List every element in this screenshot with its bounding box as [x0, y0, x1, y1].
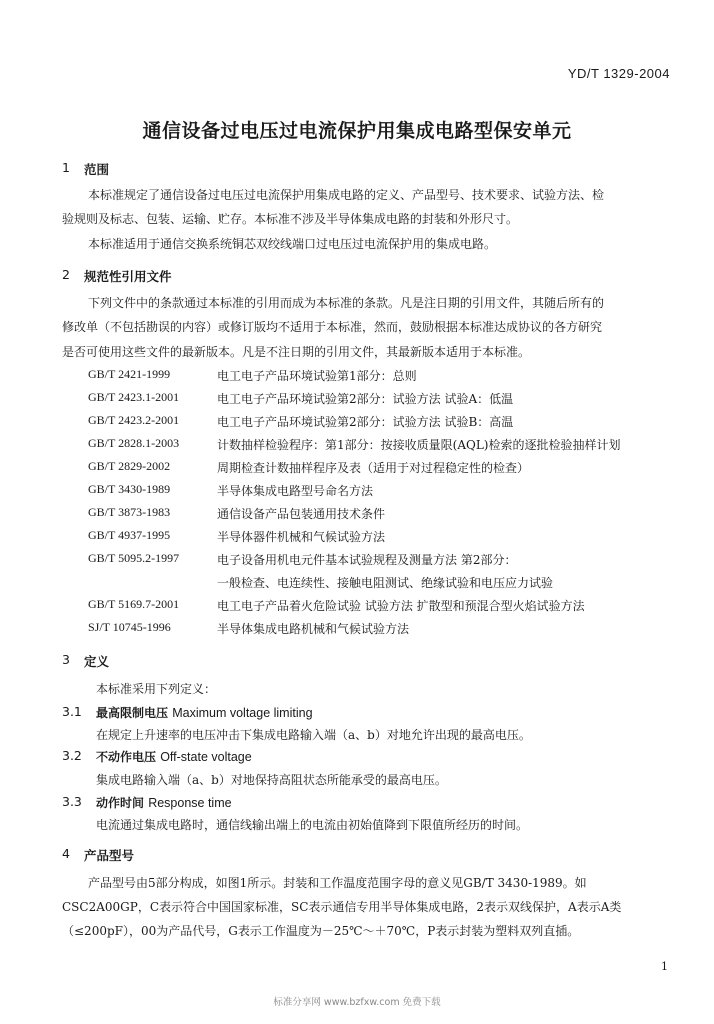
section-2-para-line-3: 是否可使用这些文件的最新版本。凡是不注日期的引用文件，其最新版本适用于本标准。: [62, 345, 531, 359]
ref-title-continuation: 一般检查、电连续性、接触电阻测试、绝缘试验和电压应力试验: [217, 576, 554, 590]
definition-3-3-term-cn: 动作时间: [96, 796, 145, 810]
ref-title: 周期检查计数抽样程序及表（适用于对过程稳定性的检查）: [217, 461, 530, 475]
ref-title: 电工电子产品着火危险试验 试验方法 扩散型和预混合型火焰试验方法: [217, 599, 585, 613]
definition-3-1-term: [96, 704, 313, 721]
section-3-number: 3: [62, 652, 70, 667]
definition-3-3-text: 电流通过集成电路时，通信线输出端上的电流由初始值降到下限值所经历的时间。: [96, 818, 529, 832]
definition-3-3-term: [96, 794, 232, 811]
ref-title: 电工电子产品环境试验第1部分：总则: [217, 369, 417, 383]
ref-code: GB/T 3873-1983: [88, 505, 171, 519]
ref-title: 电工电子产品环境试验第2部分：试验方法 试验A：低温: [217, 392, 514, 406]
definition-3-3-number: 3.3: [62, 794, 82, 809]
ref-code: GB/T 5095.2-1997: [88, 551, 180, 565]
ref-code: GB/T 4937-1995: [88, 528, 171, 542]
definition-3-1-text: 在规定上升速率的电压冲击下集成电路输入端（a、b）对地允许出现的最高电压。: [96, 728, 531, 742]
section-4-heading: 产品型号: [84, 848, 135, 863]
section-4-para-line-3: （≤200pF），00为产品代号，G表示工作温度为－25℃～＋70℃，P表示封装为塑料双列直插。: [62, 924, 580, 938]
section-2-para-line-1: 下列文件中的条款通过本标准的引用而成为本标准的条款。凡是注日期的引用文件，其随后所有的: [88, 296, 605, 310]
ref-title: 半导体器件机械和气候试验方法: [217, 530, 386, 544]
section-2-number: 2: [62, 267, 70, 282]
footer-watermark: 标准分享网 www.bzfxw.com 免费下载: [273, 997, 441, 1008]
section-4-para-line-2: CSC2A00GP，C表示符合中国国家标准，SC表示通信专用半导体集成电路，2表示双线保护，A表示A类: [62, 900, 622, 914]
definition-3-2-term-en: Off-state voltage: [160, 750, 252, 764]
section-2-heading: 规范性引用文件: [84, 269, 172, 284]
ref-title: 通信设备产品包装通用技术条件: [217, 507, 386, 521]
ref-code: GB/T 2423.1-2001: [88, 390, 180, 404]
section-3-heading: 定义: [84, 654, 110, 669]
document-title: 通信设备过电压过电流保护用集成电路型保安单元: [142, 120, 572, 142]
section-1-number: 1: [62, 160, 70, 175]
ref-code: GB/T 5169.7-2001: [88, 597, 180, 611]
section-1-para-1-line-2: 验规则及标志、包装、运输、贮存。本标准不涉及半导体集成电路的封装和外形尺寸。: [62, 212, 519, 226]
ref-code: GB/T 2829-2002: [88, 459, 171, 473]
definition-3-1-term-en: Maximum voltage limiting: [172, 706, 313, 720]
section-1-heading: 范围: [84, 162, 110, 177]
section-3-intro: 本标准采用下列定义：: [96, 682, 217, 696]
definition-3-2-number: 3.2: [62, 748, 82, 763]
page-number: 1: [661, 960, 668, 973]
definition-3-1-number: 3.1: [62, 704, 82, 719]
definition-3-2-text: 集成电路输入端（a、b）对地保持高阻状态所能承受的最高电压。: [96, 773, 447, 787]
definition-3-2-term: [96, 748, 252, 765]
ref-code: SJ/T 10745-1996: [88, 620, 171, 634]
ref-title: 半导体集成电路机械和气候试验方法: [217, 622, 410, 636]
definition-3-3-term-en: Response time: [148, 796, 232, 810]
section-1-para-2: 本标准适用于通信交换系统铜芯双绞线端口过电压过电流保护用的集成电路。: [88, 237, 497, 251]
section-4-number: 4: [62, 846, 70, 861]
ref-title: 电工电子产品环境试验第2部分：试验方法 试验B：高温: [217, 415, 514, 429]
ref-title: 计数抽样检验程序：第1部分：按接收质量限(AQL)检索的逐批检验抽样计划: [217, 438, 621, 452]
ref-code: GB/T 2421-1999: [88, 367, 171, 381]
ref-code: GB/T 3430-1989: [88, 482, 171, 496]
section-4-para-line-1: 产品型号由5部分构成，如图1所示。封装和工作温度范围字母的意义见GB/T 3430-1989。如: [88, 876, 587, 890]
section-1-para-1-line-1: 本标准规定了通信设备过电压过电流保护用集成电路的定义、产品型号、技术要求、试验方法、检: [88, 188, 605, 202]
definition-3-1-term-cn: 最高限制电压: [96, 706, 169, 720]
ref-code: GB/T 2828.1-2003: [88, 436, 180, 450]
standard-code: YD/T 1329-2004: [567, 66, 670, 81]
ref-code: GB/T 2423.2-2001: [88, 413, 180, 427]
definition-3-2-term-cn: 不动作电压: [96, 750, 157, 764]
section-2-para-line-2: 修改单（不包括勘误的内容）或修订版均不适用于本标准，然而，鼓励根据本标准达成协议的各方研究: [62, 320, 603, 334]
ref-title: 电子设备用机电元件基本试验规程及测量方法 第2部分：: [217, 553, 517, 567]
ref-title: 半导体集成电路型号命名方法: [217, 484, 374, 498]
